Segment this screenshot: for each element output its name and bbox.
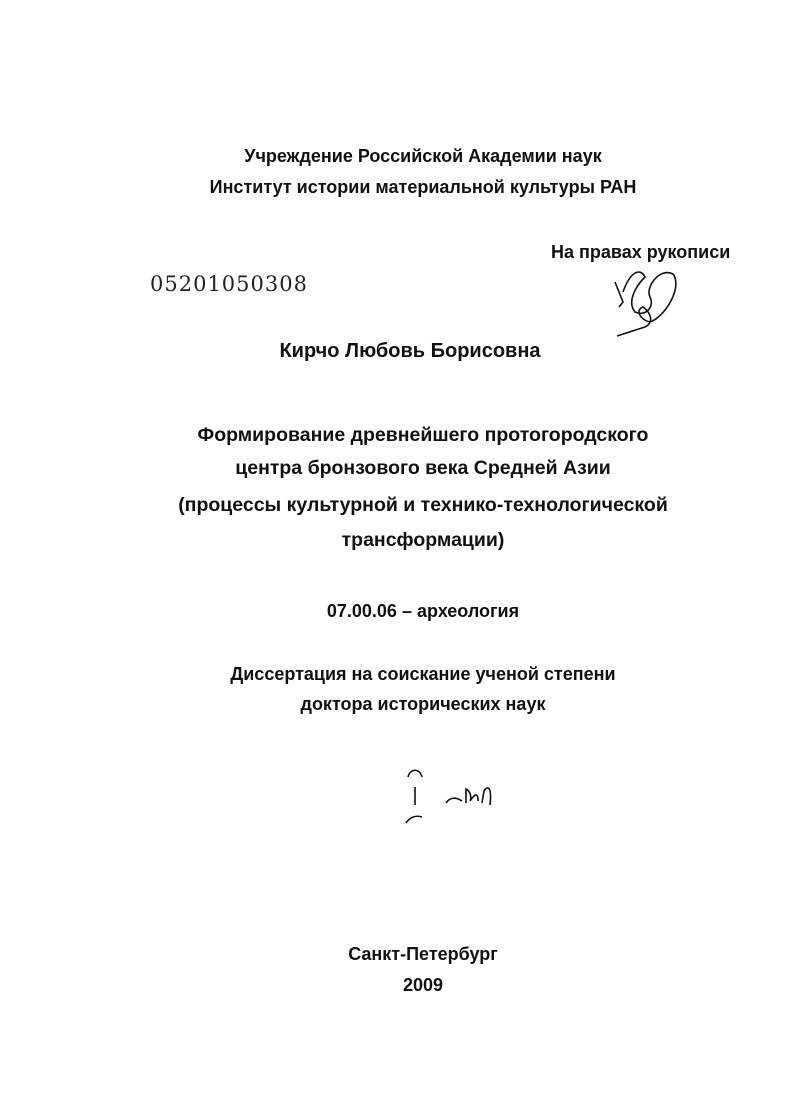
author-name: Кирчо Любовь Борисовна [279,340,541,362]
handwritten-note [390,765,500,825]
rights-notice: На правах рукописи [551,242,731,262]
title-line-4: трансформации) [341,529,505,551]
title-line-2: центра бронзового века Средней Азии [235,457,611,479]
institution-line-1: Учреждение Российской Академии наук [244,146,602,166]
city: Санкт-Петербург [348,944,498,964]
signature [605,262,685,342]
title-line-3: (процессы культурной и технико-технологической [178,494,668,516]
institution-line-2: Институт истории материальной культуры РАН [209,177,637,197]
stamp-number: 05201050308 [150,272,308,296]
year: 2009 [402,975,444,995]
degree-line-1: Диссертация на соискание ученой степени [230,664,616,684]
title-line-1: Формирование древнейшего протогородского [197,424,649,446]
specialty: 07.00.06 – археология [326,601,520,621]
degree-line-2: доктора исторических наук [300,694,546,714]
